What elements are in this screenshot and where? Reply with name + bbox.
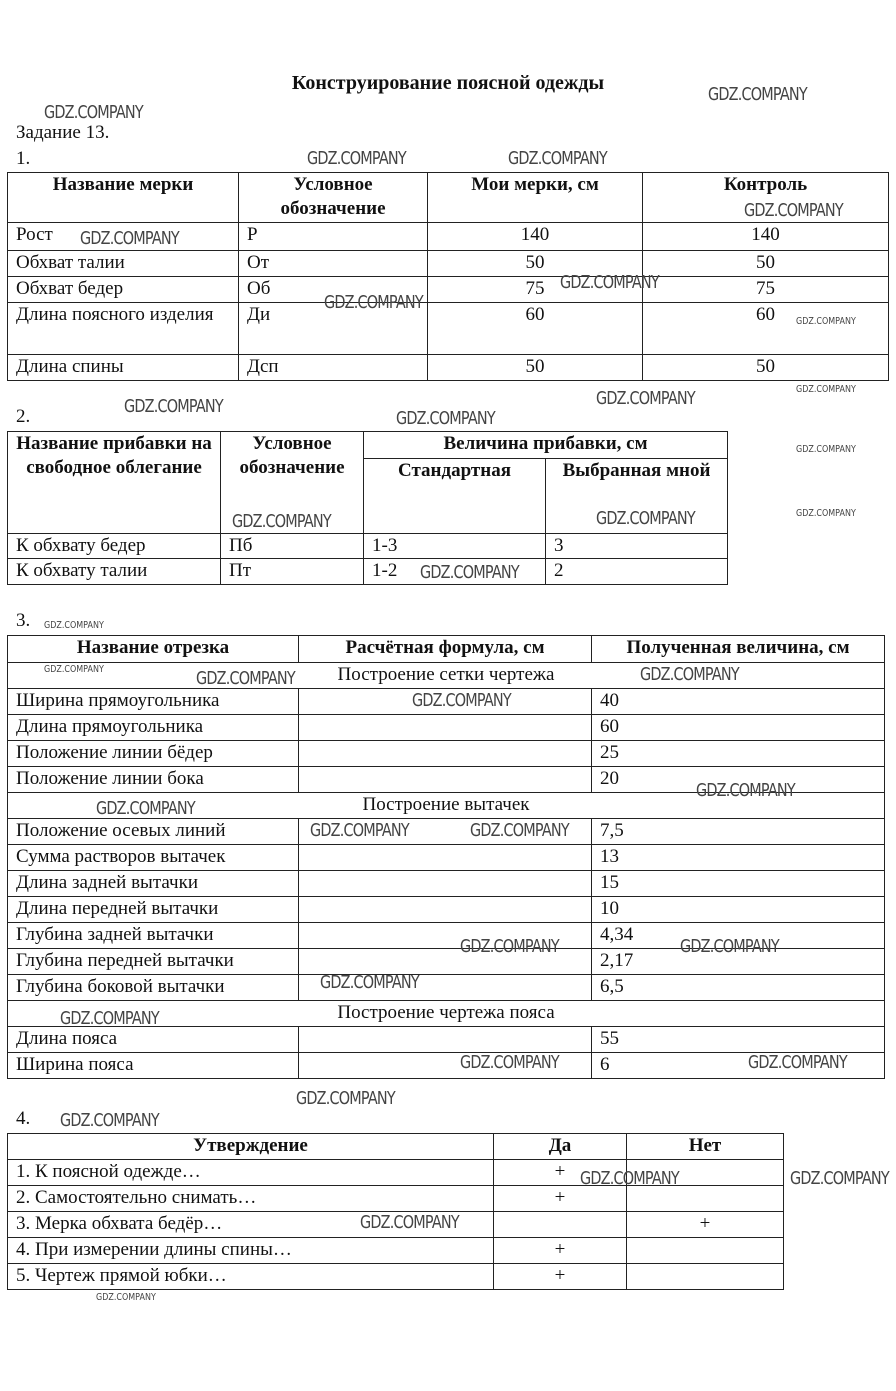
watermark: GDZ.COMPANY	[560, 272, 659, 293]
watermark: GDZ.COMPANY	[360, 1212, 459, 1233]
table-row	[8, 303, 889, 355]
table-cell: 5. Чертеж прямой юбки…	[8, 1264, 494, 1290]
watermark: GDZ.COMPANY	[696, 780, 795, 801]
col-header: Выбранная мной	[546, 459, 728, 534]
watermark: GDZ.COMPANY	[296, 1088, 395, 1109]
table-cell: +	[494, 1238, 627, 1264]
col-header: Условное обозначение	[239, 173, 428, 223]
table-cell: 75	[428, 277, 643, 303]
col-header: Утверждение	[8, 1134, 494, 1160]
table-cell: 3. Мерка обхвата бедёр…	[8, 1212, 494, 1238]
watermark: GDZ.COMPANY	[124, 396, 223, 417]
table-cell: Пб	[221, 534, 364, 559]
table-cell	[299, 1027, 592, 1053]
watermark: GDZ.COMPANY	[680, 936, 779, 957]
table-cell: Обхват бедер	[8, 277, 239, 303]
section-row	[8, 663, 885, 689]
table-cell: Глубина задней вытачки	[8, 923, 299, 949]
table-row	[8, 897, 885, 923]
section-2-number: 2.	[16, 406, 31, 427]
table-cell: 75	[643, 277, 889, 303]
watermark: GDZ.COMPANY	[596, 388, 695, 409]
table-row	[8, 1186, 784, 1212]
table-row	[8, 1264, 784, 1290]
table-row	[8, 845, 885, 871]
col-header: Название отрезка	[8, 636, 299, 663]
table-cell: Ширина прямоугольника	[8, 689, 299, 715]
table-row	[8, 975, 885, 1001]
table-cell: 15	[592, 871, 885, 897]
watermark: GDZ.COMPANY	[60, 1110, 159, 1131]
table-cell: Ди	[239, 303, 428, 355]
section-3-number: 3.	[16, 610, 31, 631]
col-header: Полученная величина, см	[592, 636, 885, 663]
table-row	[8, 355, 889, 381]
watermark: GDZ.COMPANY	[580, 1168, 679, 1189]
watermark: GDZ.COMPANY	[470, 820, 569, 841]
table-row	[8, 277, 889, 303]
watermark: GDZ.COMPANY	[320, 972, 419, 993]
table-cell: Положение осевых линий	[8, 819, 299, 845]
table-cell	[494, 1212, 627, 1238]
watermark: GDZ.COMPANY	[420, 562, 519, 583]
watermark: GDZ.COMPANY	[796, 316, 856, 327]
table-cell: Положение линии бока	[8, 767, 299, 793]
table-cell: Глубина боковой вытачки	[8, 975, 299, 1001]
table-cell: Длина прямоугольника	[8, 715, 299, 741]
section-1-number: 1.	[16, 148, 31, 169]
table-cell	[627, 1186, 784, 1212]
table-row	[8, 251, 889, 277]
col-header: Название мерки	[8, 173, 239, 223]
table-cell: Пт	[221, 559, 364, 585]
col-header: Условное обозначение	[221, 432, 364, 534]
watermark: GDZ.COMPANY	[44, 620, 104, 631]
watermark: GDZ.COMPANY	[96, 1292, 156, 1303]
table-cell	[627, 1238, 784, 1264]
table-cell: 50	[428, 251, 643, 277]
table-cell: Р	[239, 223, 428, 251]
table-cell: 25	[592, 741, 885, 767]
watermark: GDZ.COMPANY	[307, 148, 406, 169]
watermark: GDZ.COMPANY	[232, 511, 331, 532]
table-cell: 4. При измерении длины спины…	[8, 1238, 494, 1264]
table-cell: +	[494, 1186, 627, 1212]
table-cell: 3	[546, 534, 728, 559]
table-cell	[299, 741, 592, 767]
table-cell: 140	[643, 223, 889, 251]
task-label: Задание 13.	[16, 122, 110, 143]
table-cell: Обхват талии	[8, 251, 239, 277]
watermark: GDZ.COMPANY	[44, 102, 143, 123]
watermark: GDZ.COMPANY	[60, 1008, 159, 1029]
col-header: Расчётная формула, см	[299, 636, 592, 663]
table-cell: 2	[546, 559, 728, 585]
table-row	[8, 741, 885, 767]
table-cell: 4,34	[592, 923, 885, 949]
table-cell: 2. Самостоятельно снимать…	[8, 1186, 494, 1212]
watermark: GDZ.COMPANY	[508, 148, 607, 169]
table-cell: Длина поясного изделия	[8, 303, 239, 355]
table-cell: Длина пояса	[8, 1027, 299, 1053]
table-cell: Длина задней вытачки	[8, 871, 299, 897]
watermark: GDZ.COMPANY	[396, 408, 495, 429]
table-cell: От	[239, 251, 428, 277]
table-cell: 55	[592, 1027, 885, 1053]
table-row	[8, 1238, 784, 1264]
table-cell: Дсп	[239, 355, 428, 381]
section-4-number: 4.	[16, 1108, 31, 1129]
table-cell: 20	[592, 767, 885, 793]
col-header: Стандартная	[364, 459, 546, 534]
table-row	[8, 559, 728, 585]
table-cell: 60	[643, 303, 889, 355]
table-cell: 60	[592, 715, 885, 741]
watermark: GDZ.COMPANY	[796, 384, 856, 395]
table-cell: +	[494, 1264, 627, 1290]
table-cell: Ширина пояса	[8, 1053, 299, 1079]
watermark: GDZ.COMPANY	[796, 508, 856, 519]
table-cell: К обхвату бедер	[8, 534, 221, 559]
section-title: Построение сетки чертежа	[8, 663, 885, 689]
table-cell	[627, 1264, 784, 1290]
col-header: Да	[494, 1134, 627, 1160]
table-cell	[299, 767, 592, 793]
watermark: GDZ.COMPANY	[460, 1052, 559, 1073]
watermark: GDZ.COMPANY	[596, 508, 695, 529]
table-cell: +	[494, 1160, 627, 1186]
watermark: GDZ.COMPANY	[796, 444, 856, 455]
watermark: GDZ.COMPANY	[640, 664, 739, 685]
table-row	[8, 715, 885, 741]
watermark: GDZ.COMPANY	[790, 1168, 889, 1189]
table-row	[8, 871, 885, 897]
table-cell	[299, 871, 592, 897]
table-cell: Рост	[8, 223, 239, 251]
page-title: Конструирование поясной одежды	[291, 72, 605, 94]
col-header: Мои мерки, см	[428, 173, 643, 223]
table-cell: К обхвату талии	[8, 559, 221, 585]
table-cell: 6,5	[592, 975, 885, 1001]
table-cell: 6	[592, 1053, 885, 1079]
section-title: Построение чертежа пояса	[8, 1001, 885, 1027]
watermark: GDZ.COMPANY	[412, 690, 511, 711]
table-cell: 140	[428, 223, 643, 251]
table-cell: Длина спины	[8, 355, 239, 381]
table-cell: 13	[592, 845, 885, 871]
table-cell: 7,5	[592, 819, 885, 845]
table-cell: 1. К поясной одежде…	[8, 1160, 494, 1186]
table-cell	[299, 897, 592, 923]
table-cell	[299, 715, 592, 741]
col-header: Контроль	[643, 173, 889, 223]
table-cell	[299, 845, 592, 871]
watermark: GDZ.COMPANY	[196, 668, 295, 689]
table-cell: Глубина передней вытачки	[8, 949, 299, 975]
section-title: Построение вытачек	[8, 793, 885, 819]
table-cell: 50	[428, 355, 643, 381]
table-cell: Сумма растворов вытачек	[8, 845, 299, 871]
table-cell: 10	[592, 897, 885, 923]
watermark: GDZ.COMPANY	[44, 664, 104, 675]
table-cell: 1-3	[364, 534, 546, 559]
table-cell: 40	[592, 689, 885, 715]
table-cell: 60	[428, 303, 643, 355]
table-cell: 50	[643, 355, 889, 381]
watermark: GDZ.COMPANY	[324, 292, 423, 313]
table-cell: 50	[643, 251, 889, 277]
watermark: GDZ.COMPANY	[748, 1052, 847, 1073]
table-cell: Длина передней вытачки	[8, 897, 299, 923]
table-cell: Об	[239, 277, 428, 303]
watermark: GDZ.COMPANY	[80, 228, 179, 249]
watermark: GDZ.COMPANY	[744, 200, 843, 221]
watermark: GDZ.COMPANY	[708, 84, 807, 105]
col-header: Нет	[627, 1134, 784, 1160]
col-header: Величина прибавки, см	[364, 432, 728, 459]
watermark: GDZ.COMPANY	[310, 820, 409, 841]
table-row	[8, 819, 885, 845]
table-row	[8, 534, 728, 559]
table-cell: Положение линии бёдер	[8, 741, 299, 767]
table-cell: 2,17	[592, 949, 885, 975]
table-row	[8, 1027, 885, 1053]
col-header: Название прибавки на свободное облегание	[8, 432, 221, 534]
table-cell: 1-2	[364, 559, 546, 585]
table-cell: +	[627, 1212, 784, 1238]
watermark: GDZ.COMPANY	[96, 798, 195, 819]
watermark: GDZ.COMPANY	[460, 936, 559, 957]
